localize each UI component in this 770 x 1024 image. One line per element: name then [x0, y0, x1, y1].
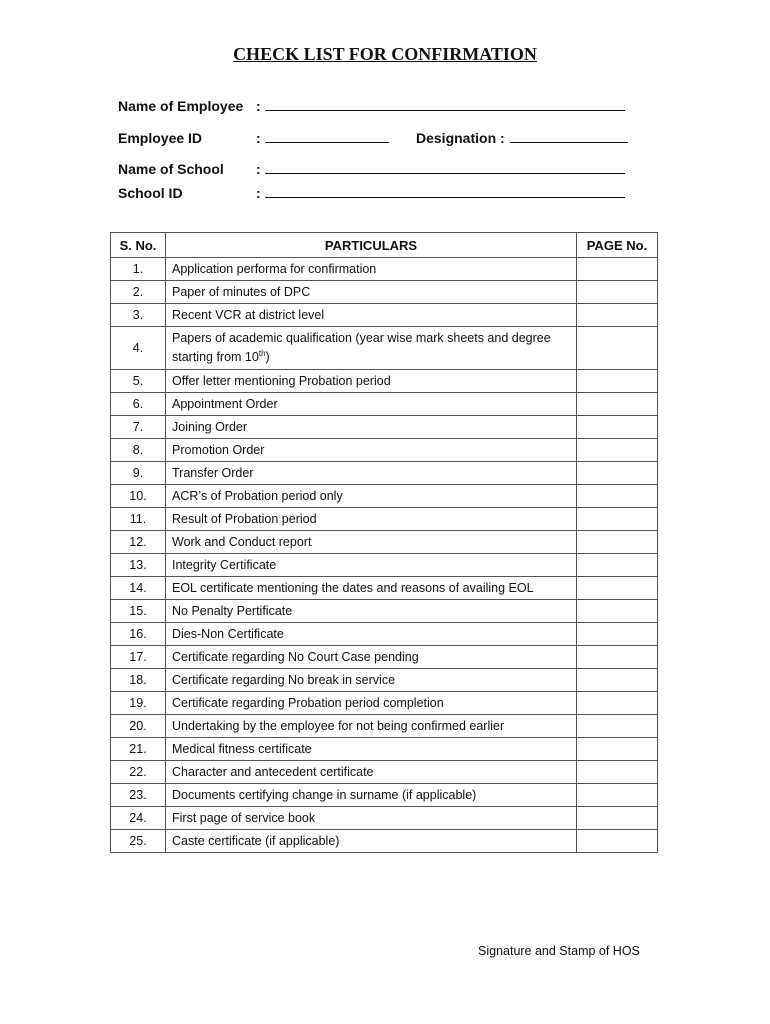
colon: :	[256, 185, 261, 201]
row-particular: EOL certificate mentioning the dates and reasons of availing EOL	[166, 577, 577, 600]
employee-name-line[interactable]	[256, 98, 625, 114]
row-page-no-cell[interactable]	[577, 669, 658, 692]
row-sno: 1.	[111, 258, 166, 281]
row-particular: Integrity Certificate	[166, 554, 577, 577]
school-id-line[interactable]	[256, 185, 625, 201]
row-page-no-cell[interactable]	[577, 281, 658, 304]
row-sno: 4.	[111, 327, 166, 370]
row-page-no-cell[interactable]	[577, 327, 658, 370]
row-sno: 9.	[111, 462, 166, 485]
table-row	[111, 370, 658, 393]
header-sno: S. No.	[111, 233, 166, 258]
table-row	[111, 692, 658, 715]
row-sno: 20.	[111, 715, 166, 738]
row-particular: Dies-Non Certificate	[166, 623, 577, 646]
row-particular: Promotion Order	[166, 439, 577, 462]
table-row	[111, 600, 658, 623]
row-page-no-cell[interactable]	[577, 485, 658, 508]
header-particulars: PARTICULARS	[166, 233, 577, 258]
signature-label: Signature and Stamp of HOS	[478, 944, 640, 958]
row-page-no-cell[interactable]	[577, 462, 658, 485]
row-particular: Joining Order	[166, 416, 577, 439]
table-row	[111, 416, 658, 439]
row-sno: 15.	[111, 600, 166, 623]
table-row	[111, 623, 658, 646]
employee-id-line[interactable]	[256, 130, 389, 146]
row-page-no-cell[interactable]	[577, 600, 658, 623]
row-sno: 18.	[111, 669, 166, 692]
table-row	[111, 304, 658, 327]
checklist-table	[110, 232, 658, 853]
label-name-of-school: Name of School	[118, 161, 224, 177]
row-particular: Undertaking by the employee for not being confirmed earlier	[166, 715, 577, 738]
row-particular-line2	[172, 346, 570, 365]
table-row	[111, 485, 658, 508]
label-school-id: School ID	[118, 185, 183, 201]
row-particular-line1: Papers of academic qualification (year wise mark sheets and degree	[172, 330, 551, 345]
school-name-line[interactable]	[256, 161, 625, 177]
table-row	[111, 281, 658, 304]
row-page-no-cell[interactable]	[577, 531, 658, 554]
row-particular-superscript: th	[258, 348, 266, 358]
row-particular: Recent VCR at district level	[166, 304, 577, 327]
row-particular: Transfer Order	[166, 462, 577, 485]
table-row	[111, 327, 658, 370]
row-page-no-cell[interactable]	[577, 416, 658, 439]
row-page-no-cell[interactable]	[577, 761, 658, 784]
colon: :	[256, 130, 261, 146]
page-title: CHECK LIST FOR CONFIRMATION	[233, 44, 537, 64]
row-particular: Application performa for confirmation	[166, 258, 577, 281]
table-row	[111, 462, 658, 485]
colon: :	[256, 161, 261, 177]
row-sno: 5.	[111, 370, 166, 393]
table-row	[111, 830, 658, 853]
row-page-no-cell[interactable]	[577, 393, 658, 416]
row-sno: 7.	[111, 416, 166, 439]
row-particular-text3: )	[265, 350, 270, 365]
label-employee-id: Employee ID	[118, 130, 203, 146]
row-particular: Certificate regarding Probation period completion	[166, 692, 577, 715]
row-sno: 17.	[111, 646, 166, 669]
row-sno: 13.	[111, 554, 166, 577]
row-page-no-cell[interactable]	[577, 830, 658, 853]
row-page-no-cell[interactable]	[577, 508, 658, 531]
table-row	[111, 577, 658, 600]
row-page-no-cell[interactable]	[577, 623, 658, 646]
row-sno: 16.	[111, 623, 166, 646]
row-particular-text2: starting from 10	[172, 350, 259, 365]
row-page-no-cell[interactable]	[577, 738, 658, 761]
row-sno: 6.	[111, 393, 166, 416]
row-particular: Character and antecedent certificate	[166, 761, 577, 784]
row-particular: Offer letter mentioning Probation period	[166, 370, 577, 393]
header-page-no: PAGE No.	[577, 233, 658, 258]
row-sno: 2.	[111, 281, 166, 304]
row-sno: 19.	[111, 692, 166, 715]
row-particular: Certificate regarding No Court Case pending	[166, 646, 577, 669]
table-row	[111, 393, 658, 416]
table-row	[111, 258, 658, 281]
table-row	[111, 508, 658, 531]
table-row	[111, 807, 658, 830]
employee-id-blank[interactable]	[265, 130, 389, 143]
row-page-no-cell[interactable]	[577, 370, 658, 393]
row-particular: Appointment Order	[166, 393, 577, 416]
table-row	[111, 554, 658, 577]
label-designation: Designation :	[416, 130, 505, 146]
row-page-no-cell[interactable]	[577, 304, 658, 327]
colon: :	[256, 98, 261, 114]
row-particular: Certificate regarding No break in service	[166, 669, 577, 692]
row-sno: 21.	[111, 738, 166, 761]
row-particular: ACR’s of Probation period only	[166, 485, 577, 508]
row-page-no-cell[interactable]	[577, 439, 658, 462]
row-particular: Work and Conduct report	[166, 531, 577, 554]
row-page-no-cell[interactable]	[577, 646, 658, 669]
employee-name-blank[interactable]	[265, 98, 625, 111]
row-sno: 10.	[111, 485, 166, 508]
row-sno: 25.	[111, 830, 166, 853]
table-row	[111, 669, 658, 692]
row-sno: 14.	[111, 577, 166, 600]
table-row	[111, 761, 658, 784]
designation-line[interactable]	[510, 130, 628, 146]
row-particular: Documents certifying change in surname (if applicable)	[166, 784, 577, 807]
row-page-no-cell[interactable]	[577, 577, 658, 600]
table-row	[111, 439, 658, 462]
row-sno: 23.	[111, 784, 166, 807]
row-particular: Result of Probation period	[166, 508, 577, 531]
designation-blank[interactable]	[510, 130, 628, 143]
row-page-no-cell[interactable]	[577, 784, 658, 807]
row-page-no-cell[interactable]	[577, 715, 658, 738]
school-name-blank[interactable]	[265, 161, 625, 174]
table-header-row	[111, 233, 658, 258]
row-sno: 3.	[111, 304, 166, 327]
row-particular: Paper of minutes of DPC	[166, 281, 577, 304]
table-row	[111, 715, 658, 738]
row-sno: 8.	[111, 439, 166, 462]
row-sno: 11.	[111, 508, 166, 531]
row-sno: 12.	[111, 531, 166, 554]
row-particular: First page of service book	[166, 807, 577, 830]
school-id-blank[interactable]	[265, 185, 625, 198]
table-row	[111, 738, 658, 761]
row-sno: 24.	[111, 807, 166, 830]
table-row	[111, 646, 658, 669]
row-page-no-cell[interactable]	[577, 692, 658, 715]
row-particular: Medical fitness certificate	[166, 738, 577, 761]
row-sno: 22.	[111, 761, 166, 784]
row-particular: No Penalty Pertificate	[166, 600, 577, 623]
row-particular: Caste certificate (if applicable)	[166, 830, 577, 853]
row-page-no-cell[interactable]	[577, 807, 658, 830]
table-row	[111, 531, 658, 554]
row-page-no-cell[interactable]	[577, 258, 658, 281]
row-page-no-cell[interactable]	[577, 554, 658, 577]
table-row	[111, 784, 658, 807]
label-name-of-employee: Name of Employee	[118, 98, 244, 114]
row-particular	[166, 327, 577, 370]
